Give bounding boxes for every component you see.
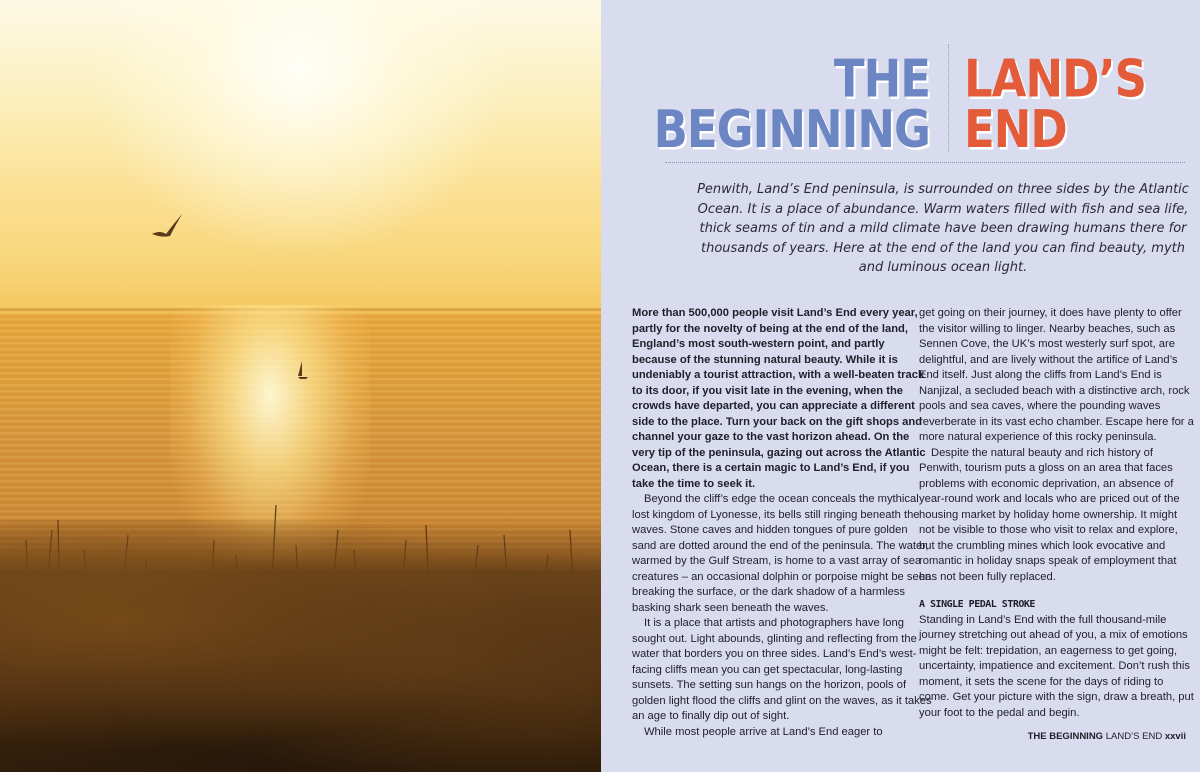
body-paragraph-continued: get going on their journey, it does have plenty to offer the visitor willing to linger. Nearby beaches, such as Sennen Cove, the UK’s most westerly surf spot, are delightful, and are lively without the artifice of Land’s End itself. Just along the cliffs from Land’s End is Nanjizal, a secluded beach with a distinctive arch, rock pools and sea caves, where the pounding waves reverberate in its vast echo chamber. Escape here for a more natural experience of this rocky peninsula.: [919, 307, 1194, 443]
title-right-line2: END: [964, 98, 1067, 160]
lead-paragraph: More than 500,000 people visit Land’s End every year, partly for the novelty of being at the end of the land, England’s most south-western point, and partly because of the stunning natural beauty. While it is undeniably a tourist attraction, with a well-beaten track to its door, if you visit late in the evening, when the crowds have departed, you can appreciate a different side to the place. Turn your back on the gift shops and channel your gaze to the vast horizon ahead. On the very tip of the peninsula, gazing out across the Atlantic Ocean, there is a certain magic to Land’s End, if you take the time to seek it.: [632, 307, 926, 490]
body-paragraph: It is a place that artists and photographers have long sought out. Light abounds, glinting and reflecting from the water that borders you on three sides. Land’s End’s west-facing cliffs mean you can get spectacular, long-lasting sunsets. The setting sun hangs on the horizon, pools of golden light flood the cliffs and glint on the waves, as it takes an age to finally dip out of sight.: [632, 617, 932, 722]
title-left-line2: BEGINNING: [653, 98, 930, 160]
body-column-right: [919, 306, 1195, 721]
intro-paragraph: [693, 180, 1193, 278]
body-column-left: [632, 306, 932, 740]
body-paragraph: Standing in Land’s End with the full thousand-mile journey stretching out ahead of you, a mix of emotions might be felt: trepidation, an eagerness to get going, uncertainty, impatience and excitement. Don’t rush this moment, it sets the scene for the days of riding to come. Get your picture with the sign, draw a breath, put your foot to the pedal and begin.: [919, 613, 1194, 719]
title-the-beginning: [653, 48, 930, 160]
text-page: [601, 0, 1200, 772]
intro-text: Penwith, Land’s End peninsula, is surrounded on three sides by the Atlantic Ocean. It is a place of abundance. Warm waters filled with fish and sea life, thick seams of tin and a mild climate have been drawing humans there for thousands of years. Here at the end of the land you can find beauty, myth and luminous ocean light.: [697, 182, 1189, 275]
sailboat-icon: [297, 360, 309, 380]
foreground-grass: [0, 520, 601, 772]
folio-chapter: LAND’S END: [1105, 731, 1163, 742]
body-paragraph: Despite the natural beauty and rich history of Penwith, tourism puts a gloss on an area that faces problems with economic deprivation, an absence of year-round work and locals who are priced out of the housing market by holiday home ownership. It might not be visible to those who visit to relax and explore, but the crumbling mines which look evocative and romantic in holiday snaps speak of employment that has not been fully replaced.: [919, 446, 1180, 583]
page-number: xxvii: [1164, 731, 1186, 742]
intro-rule: [665, 162, 1185, 163]
section-subhead: A SINGLE PEDAL STROKE: [919, 599, 1035, 610]
folio-section: THE BEGINNING: [1027, 731, 1104, 742]
page-folio: [1028, 731, 1186, 742]
title-right-line1: LAND’S: [964, 48, 1147, 110]
body-paragraph: While most people arrive at Land’s End eager to: [644, 725, 883, 738]
title-lands-end: [964, 48, 1147, 160]
title-left-line1: THE: [833, 48, 930, 110]
body-paragraph: Beyond the cliff’s edge the ocean conceals the mythical lost kingdom of Lyonesse, its bells still ringing beneath the waves. Stone caves and hidden tongues of pure golden sand are dotted around the end of the peninsula. The water, warmed by the Gulf Stream, is home to a vast array of sea creatures – an occasional dolphin or porpoise might be seen breaking the surface, or the dark shadow of a harmless basking shark seen beneath the waves.: [632, 493, 932, 614]
title-divider: [948, 44, 949, 152]
seagull-icon: [150, 212, 186, 242]
